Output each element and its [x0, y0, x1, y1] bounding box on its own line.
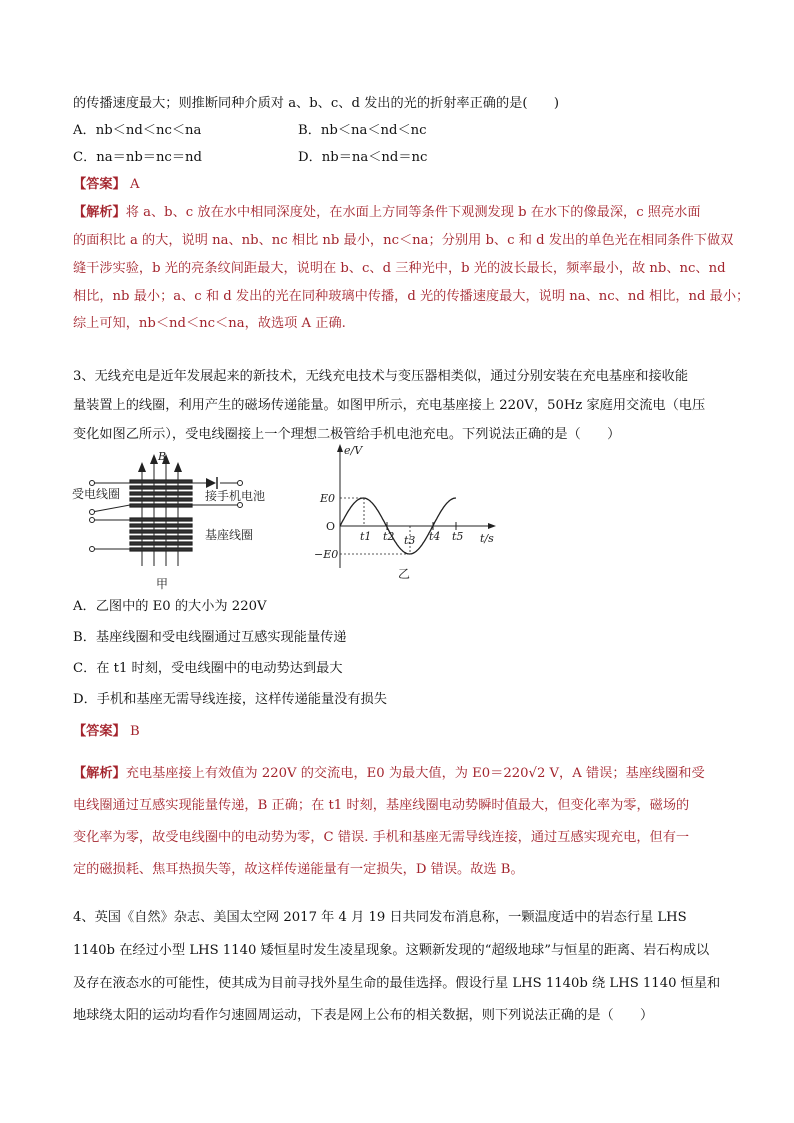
answer-value: B [129, 724, 140, 739]
q3-analysis-line-1: 【解析】充电基座接上有效值为 220V 的交流电，E0 为最大值，为 E0＝220√2 V，A 错误；基座线圈和受 [73, 766, 705, 781]
axes [340, 450, 490, 568]
answer-label: 【答案】 [73, 724, 126, 739]
q2-analysis-line-2: 的面积比 a 的大，说明 na、nb、nc 相比 nb 最小，nc＜na；分别用 b、c 和 d 发出的单色光在相同条件下做双 [73, 233, 734, 248]
q2-stem: 的传播速度最大；则推断同种介质对 a、b、c、d 发出的光的折射率正确的是( ) [73, 96, 559, 111]
q3-option-d: D．手机和基座无需导线连接，这样传递能量没有损失 [73, 692, 387, 707]
analysis-label: 【解析】 [73, 766, 126, 781]
q2-answer [73, 175, 139, 195]
q3-stem-line-1: 3、无线充电是近年发展起来的新技术，无线充电技术与变压器相类似，通过分别安装在充电基座和接收能 [73, 369, 689, 384]
q3-analysis-line-4: 定的磁损耗、焦耳热损失等，故这样传递能量有一定损失，D 错误。故选 B。 [73, 862, 524, 877]
origin-label: O [326, 520, 336, 533]
diode-icon [206, 477, 217, 489]
q3-stem-line-2: 量装置上的线圈，利用产生的磁场传递能量。如图甲所示，充电基座接上 220V，50Hz 家庭用交流电（电压 [73, 398, 706, 413]
base-coil [130, 518, 192, 551]
label-base-coil: 基座线圈 [205, 528, 254, 542]
tick-t3: t3 [404, 534, 416, 547]
q3-option-a: A．乙图中的 E0 的大小为 220V [73, 599, 267, 614]
e0-label: E0 [320, 492, 336, 505]
tick-t4: t4 [429, 530, 441, 543]
q3-option-b: B．基座线圈和受电线圈通过互感实现能量传递 [73, 630, 347, 645]
q4-stem-line-4: 地球绕太阳的运动均看作匀速圆周运动，下表是网上公布的相关数据，则下列说法正确的是（ ） [73, 1008, 654, 1023]
q2-analysis-line-4: 相比，nb 最小；a、c 和 d 发出的光在同种玻璃中传播，d 光的传播速度最大，说明 na、nc、nd 相比，nd 最小； [73, 289, 750, 304]
figure-yi-graph [310, 438, 510, 588]
q3-analysis-line-2: 电线圈通过互感实现能量传递，B 正确；在 t1 时刻，基座线圈电动势瞬时值最大，但变化率为零，磁场的 [73, 798, 690, 813]
caption-yi: 乙 [398, 567, 411, 581]
q4-stem-line-1: 4、英国《自然》杂志、美国太空网 2017 年 4 月 19 日共同发布消息称，一颗温度适中的岩态行星 LHS [73, 910, 687, 925]
label-receive-coil: 受电线圈 [72, 487, 121, 501]
neg-e0-label: −E0 [314, 548, 339, 561]
label-phone-battery: 接手机电池 [205, 489, 266, 503]
analysis-label: 【解析】 [73, 205, 126, 220]
x-axis-label: t/s [480, 532, 494, 545]
answer-label: 【答案】 [73, 177, 126, 192]
answer-value: A [129, 177, 140, 192]
q4-stem-line-2: 1140b 在经过小型 LHS 1140 矮恒星时发生凌星现象。这颗新发现的“超级地球”与恒星的距离、岩石构成以 [73, 943, 710, 958]
q2-option-a: A．nb＜nd＜nc＜na [73, 123, 202, 138]
caption-jia: 甲 [156, 577, 169, 591]
receive-coil [130, 480, 192, 507]
q2-option-c: C．na＝nb＝nc＝nd [73, 150, 202, 165]
q4-stem-line-3: 及存在液态水的可能性，使其成为目前寻找外星生命的最佳选择。假设行星 LHS 1140b 绕 LHS 1140 恒星和 [73, 976, 721, 991]
y-axis-label: e/V [344, 444, 363, 457]
q2-analysis-line-3: 缝干涉实验，b 光的亮条纹间距最大，说明在 b、c、d 三种光中，b 光的波长最长，频率最小，故 nb、nc、nd [73, 261, 726, 276]
q3-answer [73, 722, 140, 742]
q2-option-b: B．nb＜na＜nd＜nc [298, 123, 427, 138]
y-axis-arrow [337, 444, 343, 452]
label-B: B [158, 450, 167, 463]
q2-analysis-line-1: 【解析】将 a、b、c 放在水中相同深度处，在水面上方同等条件下观测发现 b 在水下的像最深，c 照亮水面 [73, 205, 701, 220]
tick-t5: t5 [452, 530, 464, 543]
tick-t2: t2 [383, 530, 395, 543]
tick-t1: t1 [360, 530, 372, 543]
q3-analysis-line-3: 变化率为零，故受电线圈中的电动势为零，C 错误. 手机和基座无需导线连接，通过互感实现充电，但有一 [73, 830, 690, 845]
q2-analysis-line-5: 综上可知，nb＜nd＜nc＜na，故选项 A 正确. [73, 316, 346, 331]
x-axis-arrow [488, 523, 496, 529]
q3-stem-line-3: 变化如图乙所示），受电线圈接上一个理想二极管给手机电池充电。下列说法正确的是（ ） [73, 427, 621, 442]
figure-jia-coils [70, 448, 300, 596]
q2-option-d: D．nb＝na＜nd＝nc [298, 150, 428, 165]
q3-option-c: C．在 t1 时刻，受电线圈中的电动势达到最大 [73, 661, 343, 676]
